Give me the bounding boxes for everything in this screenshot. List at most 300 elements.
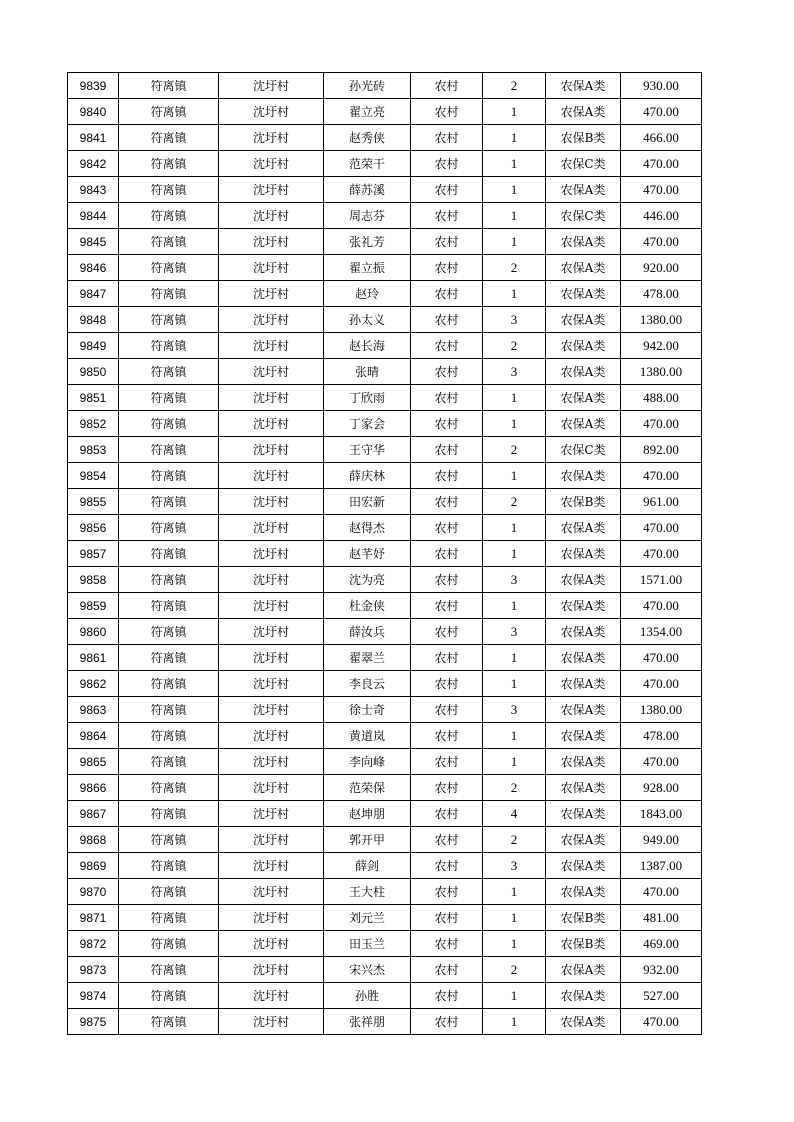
village-cell: 沈圩村 [219, 281, 324, 307]
table-row [68, 1009, 702, 1035]
name-cell: 郭开甲 [324, 827, 411, 853]
town-cell: 符离镇 [119, 1009, 219, 1035]
amount-cell: 470.00 [621, 645, 702, 671]
category-cell: 农保A类 [546, 593, 621, 619]
table-row [68, 983, 702, 1009]
name-cell: 丁家会 [324, 411, 411, 437]
category-cell: 农保A类 [546, 853, 621, 879]
id-cell: 9866 [68, 775, 119, 801]
id-cell: 9843 [68, 177, 119, 203]
town-cell: 符离镇 [119, 853, 219, 879]
count-cell: 1 [483, 541, 546, 567]
amount-cell: 920.00 [621, 255, 702, 281]
count-cell: 3 [483, 359, 546, 385]
village-cell: 沈圩村 [219, 437, 324, 463]
village-cell: 沈圩村 [219, 957, 324, 983]
count-cell: 1 [483, 749, 546, 775]
name-cell: 赵玲 [324, 281, 411, 307]
name-cell: 薛汝兵 [324, 619, 411, 645]
id-cell: 9850 [68, 359, 119, 385]
id-cell: 9845 [68, 229, 119, 255]
id-cell: 9851 [68, 385, 119, 411]
village-cell: 沈圩村 [219, 879, 324, 905]
id-cell: 9859 [68, 593, 119, 619]
type-cell: 农村 [411, 333, 483, 359]
category-cell: 农保A类 [546, 99, 621, 125]
town-cell: 符离镇 [119, 203, 219, 229]
name-cell: 刘元兰 [324, 905, 411, 931]
table-row [68, 801, 702, 827]
category-cell: 农保A类 [546, 983, 621, 1009]
name-cell: 孙太义 [324, 307, 411, 333]
name-cell: 薛苏溪 [324, 177, 411, 203]
category-cell: 农保B类 [546, 489, 621, 515]
town-cell: 符离镇 [119, 73, 219, 99]
category-cell: 农保C类 [546, 437, 621, 463]
id-cell: 9872 [68, 931, 119, 957]
type-cell: 农村 [411, 619, 483, 645]
count-cell: 1 [483, 151, 546, 177]
type-cell: 农村 [411, 697, 483, 723]
id-cell: 9875 [68, 1009, 119, 1035]
type-cell: 农村 [411, 385, 483, 411]
amount-cell: 478.00 [621, 723, 702, 749]
amount-cell: 469.00 [621, 931, 702, 957]
town-cell: 符离镇 [119, 151, 219, 177]
category-cell: 农保A类 [546, 463, 621, 489]
town-cell: 符离镇 [119, 645, 219, 671]
count-cell: 1 [483, 723, 546, 749]
amount-cell: 488.00 [621, 385, 702, 411]
id-cell: 9848 [68, 307, 119, 333]
amount-cell: 470.00 [621, 879, 702, 905]
id-cell: 9874 [68, 983, 119, 1009]
village-cell: 沈圩村 [219, 697, 324, 723]
count-cell: 2 [483, 333, 546, 359]
amount-cell: 470.00 [621, 99, 702, 125]
name-cell: 赵芊妤 [324, 541, 411, 567]
type-cell: 农村 [411, 645, 483, 671]
count-cell: 1 [483, 671, 546, 697]
village-cell: 沈圩村 [219, 593, 324, 619]
table-row [68, 411, 702, 437]
village-cell: 沈圩村 [219, 983, 324, 1009]
name-cell: 徐士奇 [324, 697, 411, 723]
type-cell: 农村 [411, 177, 483, 203]
village-cell: 沈圩村 [219, 411, 324, 437]
town-cell: 符离镇 [119, 463, 219, 489]
amount-cell: 481.00 [621, 905, 702, 931]
name-cell: 沈为亮 [324, 567, 411, 593]
town-cell: 符离镇 [119, 489, 219, 515]
type-cell: 农村 [411, 411, 483, 437]
town-cell: 符离镇 [119, 723, 219, 749]
town-cell: 符离镇 [119, 983, 219, 1009]
table-row [68, 749, 702, 775]
table-body [68, 73, 702, 1035]
table-row [68, 125, 702, 151]
town-cell: 符离镇 [119, 125, 219, 151]
count-cell: 1 [483, 99, 546, 125]
table-row [68, 307, 702, 333]
type-cell: 农村 [411, 1009, 483, 1035]
village-cell: 沈圩村 [219, 229, 324, 255]
category-cell: 农保A类 [546, 645, 621, 671]
count-cell: 2 [483, 489, 546, 515]
id-cell: 9844 [68, 203, 119, 229]
village-cell: 沈圩村 [219, 931, 324, 957]
amount-cell: 1380.00 [621, 697, 702, 723]
amount-cell: 470.00 [621, 463, 702, 489]
table-row [68, 99, 702, 125]
name-cell: 翟翠兰 [324, 645, 411, 671]
table-row [68, 931, 702, 957]
name-cell: 李向峰 [324, 749, 411, 775]
amount-cell: 466.00 [621, 125, 702, 151]
name-cell: 翟立亮 [324, 99, 411, 125]
category-cell: 农保A类 [546, 671, 621, 697]
name-cell: 赵坤朋 [324, 801, 411, 827]
count-cell: 1 [483, 931, 546, 957]
village-cell: 沈圩村 [219, 541, 324, 567]
amount-cell: 470.00 [621, 229, 702, 255]
village-cell: 沈圩村 [219, 255, 324, 281]
count-cell: 1 [483, 125, 546, 151]
id-cell: 9873 [68, 957, 119, 983]
id-cell: 9839 [68, 73, 119, 99]
category-cell: 农保A类 [546, 73, 621, 99]
id-cell: 9857 [68, 541, 119, 567]
name-cell: 赵长海 [324, 333, 411, 359]
table-row [68, 359, 702, 385]
category-cell: 农保A类 [546, 879, 621, 905]
town-cell: 符离镇 [119, 827, 219, 853]
town-cell: 符离镇 [119, 671, 219, 697]
amount-cell: 470.00 [621, 671, 702, 697]
table-row [68, 775, 702, 801]
town-cell: 符离镇 [119, 437, 219, 463]
table-row [68, 203, 702, 229]
name-cell: 范荣干 [324, 151, 411, 177]
village-cell: 沈圩村 [219, 567, 324, 593]
count-cell: 3 [483, 619, 546, 645]
name-cell: 王大柱 [324, 879, 411, 905]
id-cell: 9870 [68, 879, 119, 905]
amount-cell: 470.00 [621, 1009, 702, 1035]
amount-cell: 930.00 [621, 73, 702, 99]
village-cell: 沈圩村 [219, 385, 324, 411]
category-cell: 农保A类 [546, 801, 621, 827]
village-cell: 沈圩村 [219, 749, 324, 775]
table-row [68, 151, 702, 177]
category-cell: 农保A类 [546, 1009, 621, 1035]
village-cell: 沈圩村 [219, 307, 324, 333]
village-cell: 沈圩村 [219, 359, 324, 385]
table-row [68, 437, 702, 463]
name-cell: 周志芬 [324, 203, 411, 229]
category-cell: 农保A类 [546, 177, 621, 203]
village-cell: 沈圩村 [219, 177, 324, 203]
count-cell: 1 [483, 1009, 546, 1035]
id-cell: 9852 [68, 411, 119, 437]
count-cell: 1 [483, 229, 546, 255]
village-cell: 沈圩村 [219, 801, 324, 827]
table-row [68, 879, 702, 905]
town-cell: 符离镇 [119, 307, 219, 333]
village-cell: 沈圩村 [219, 151, 324, 177]
town-cell: 符离镇 [119, 541, 219, 567]
type-cell: 农村 [411, 281, 483, 307]
id-cell: 9847 [68, 281, 119, 307]
count-cell: 1 [483, 645, 546, 671]
id-cell: 9871 [68, 905, 119, 931]
town-cell: 符离镇 [119, 411, 219, 437]
table-row [68, 827, 702, 853]
id-cell: 9854 [68, 463, 119, 489]
category-cell: 农保A类 [546, 385, 621, 411]
name-cell: 宋兴杰 [324, 957, 411, 983]
count-cell: 1 [483, 463, 546, 489]
town-cell: 符离镇 [119, 177, 219, 203]
category-cell: 农保A类 [546, 619, 621, 645]
table-row [68, 671, 702, 697]
category-cell: 农保A类 [546, 957, 621, 983]
amount-cell: 470.00 [621, 593, 702, 619]
category-cell: 农保A类 [546, 723, 621, 749]
count-cell: 3 [483, 567, 546, 593]
name-cell: 王守华 [324, 437, 411, 463]
town-cell: 符离镇 [119, 749, 219, 775]
village-cell: 沈圩村 [219, 645, 324, 671]
type-cell: 农村 [411, 515, 483, 541]
name-cell: 薛剑 [324, 853, 411, 879]
count-cell: 2 [483, 957, 546, 983]
count-cell: 2 [483, 73, 546, 99]
name-cell: 薛庆林 [324, 463, 411, 489]
id-cell: 9855 [68, 489, 119, 515]
village-cell: 沈圩村 [219, 489, 324, 515]
id-cell: 9842 [68, 151, 119, 177]
id-cell: 9853 [68, 437, 119, 463]
village-cell: 沈圩村 [219, 125, 324, 151]
village-cell: 沈圩村 [219, 515, 324, 541]
amount-cell: 892.00 [621, 437, 702, 463]
id-cell: 9868 [68, 827, 119, 853]
amount-cell: 942.00 [621, 333, 702, 359]
table-row [68, 567, 702, 593]
category-cell: 农保B类 [546, 125, 621, 151]
table-row [68, 489, 702, 515]
type-cell: 农村 [411, 437, 483, 463]
type-cell: 农村 [411, 99, 483, 125]
type-cell: 农村 [411, 307, 483, 333]
count-cell: 2 [483, 827, 546, 853]
type-cell: 农村 [411, 957, 483, 983]
town-cell: 符离镇 [119, 385, 219, 411]
table-row [68, 73, 702, 99]
id-cell: 9865 [68, 749, 119, 775]
category-cell: 农保A类 [546, 359, 621, 385]
table-row [68, 723, 702, 749]
type-cell: 农村 [411, 905, 483, 931]
village-cell: 沈圩村 [219, 905, 324, 931]
table-row [68, 645, 702, 671]
amount-cell: 1387.00 [621, 853, 702, 879]
type-cell: 农村 [411, 229, 483, 255]
type-cell: 农村 [411, 879, 483, 905]
id-cell: 9841 [68, 125, 119, 151]
id-cell: 9846 [68, 255, 119, 281]
type-cell: 农村 [411, 931, 483, 957]
village-cell: 沈圩村 [219, 463, 324, 489]
name-cell: 李良云 [324, 671, 411, 697]
amount-cell: 470.00 [621, 541, 702, 567]
town-cell: 符离镇 [119, 619, 219, 645]
table-row [68, 593, 702, 619]
type-cell: 农村 [411, 749, 483, 775]
category-cell: 农保A类 [546, 307, 621, 333]
town-cell: 符离镇 [119, 229, 219, 255]
table-row [68, 177, 702, 203]
table-row [68, 281, 702, 307]
category-cell: 农保A类 [546, 281, 621, 307]
village-cell: 沈圩村 [219, 827, 324, 853]
town-cell: 符离镇 [119, 801, 219, 827]
category-cell: 农保C类 [546, 203, 621, 229]
table-row [68, 697, 702, 723]
count-cell: 1 [483, 177, 546, 203]
name-cell: 张祥朋 [324, 1009, 411, 1035]
village-cell: 沈圩村 [219, 723, 324, 749]
type-cell: 农村 [411, 775, 483, 801]
category-cell: 农保A类 [546, 411, 621, 437]
table-row [68, 229, 702, 255]
count-cell: 1 [483, 281, 546, 307]
name-cell: 张晴 [324, 359, 411, 385]
type-cell: 农村 [411, 827, 483, 853]
count-cell: 1 [483, 515, 546, 541]
category-cell: 农保A类 [546, 229, 621, 255]
town-cell: 符离镇 [119, 515, 219, 541]
count-cell: 2 [483, 775, 546, 801]
amount-cell: 478.00 [621, 281, 702, 307]
village-cell: 沈圩村 [219, 619, 324, 645]
category-cell: 农保B类 [546, 931, 621, 957]
id-cell: 9863 [68, 697, 119, 723]
town-cell: 符离镇 [119, 333, 219, 359]
category-cell: 农保A类 [546, 541, 621, 567]
amount-cell: 1380.00 [621, 307, 702, 333]
category-cell: 农保A类 [546, 697, 621, 723]
name-cell: 范荣保 [324, 775, 411, 801]
town-cell: 符离镇 [119, 957, 219, 983]
id-cell: 9862 [68, 671, 119, 697]
type-cell: 农村 [411, 671, 483, 697]
type-cell: 农村 [411, 463, 483, 489]
type-cell: 农村 [411, 151, 483, 177]
id-cell: 9858 [68, 567, 119, 593]
count-cell: 3 [483, 853, 546, 879]
town-cell: 符离镇 [119, 931, 219, 957]
type-cell: 农村 [411, 983, 483, 1009]
count-cell: 1 [483, 983, 546, 1009]
name-cell: 孙胜 [324, 983, 411, 1009]
town-cell: 符离镇 [119, 697, 219, 723]
amount-cell: 470.00 [621, 749, 702, 775]
town-cell: 符离镇 [119, 567, 219, 593]
type-cell: 农村 [411, 125, 483, 151]
amount-cell: 1571.00 [621, 567, 702, 593]
id-cell: 9849 [68, 333, 119, 359]
amount-cell: 961.00 [621, 489, 702, 515]
category-cell: 农保A类 [546, 749, 621, 775]
category-cell: 农保B类 [546, 905, 621, 931]
table-row [68, 255, 702, 281]
category-cell: 农保A类 [546, 567, 621, 593]
village-cell: 沈圩村 [219, 203, 324, 229]
count-cell: 2 [483, 437, 546, 463]
name-cell: 丁欣雨 [324, 385, 411, 411]
amount-cell: 949.00 [621, 827, 702, 853]
table-row [68, 333, 702, 359]
table-row [68, 463, 702, 489]
type-cell: 农村 [411, 203, 483, 229]
town-cell: 符离镇 [119, 593, 219, 619]
town-cell: 符离镇 [119, 359, 219, 385]
name-cell: 黄道岚 [324, 723, 411, 749]
name-cell: 田玉兰 [324, 931, 411, 957]
amount-cell: 1843.00 [621, 801, 702, 827]
allowance-table [67, 72, 702, 1035]
town-cell: 符离镇 [119, 905, 219, 931]
count-cell: 3 [483, 697, 546, 723]
amount-cell: 1354.00 [621, 619, 702, 645]
id-cell: 9861 [68, 645, 119, 671]
id-cell: 9867 [68, 801, 119, 827]
village-cell: 沈圩村 [219, 853, 324, 879]
type-cell: 农村 [411, 567, 483, 593]
table-row [68, 541, 702, 567]
count-cell: 1 [483, 203, 546, 229]
category-cell: 农保A类 [546, 775, 621, 801]
id-cell: 9856 [68, 515, 119, 541]
count-cell: 4 [483, 801, 546, 827]
village-cell: 沈圩村 [219, 333, 324, 359]
count-cell: 2 [483, 255, 546, 281]
id-cell: 9869 [68, 853, 119, 879]
table-row [68, 905, 702, 931]
amount-cell: 470.00 [621, 411, 702, 437]
amount-cell: 932.00 [621, 957, 702, 983]
town-cell: 符离镇 [119, 281, 219, 307]
type-cell: 农村 [411, 541, 483, 567]
village-cell: 沈圩村 [219, 775, 324, 801]
name-cell: 赵秀侠 [324, 125, 411, 151]
amount-cell: 470.00 [621, 515, 702, 541]
type-cell: 农村 [411, 801, 483, 827]
amount-cell: 1380.00 [621, 359, 702, 385]
name-cell: 田宏新 [324, 489, 411, 515]
count-cell: 1 [483, 593, 546, 619]
type-cell: 农村 [411, 853, 483, 879]
amount-cell: 527.00 [621, 983, 702, 1009]
id-cell: 9860 [68, 619, 119, 645]
table-row [68, 619, 702, 645]
table-row [68, 385, 702, 411]
type-cell: 农村 [411, 359, 483, 385]
name-cell: 杜金侠 [324, 593, 411, 619]
id-cell: 9864 [68, 723, 119, 749]
